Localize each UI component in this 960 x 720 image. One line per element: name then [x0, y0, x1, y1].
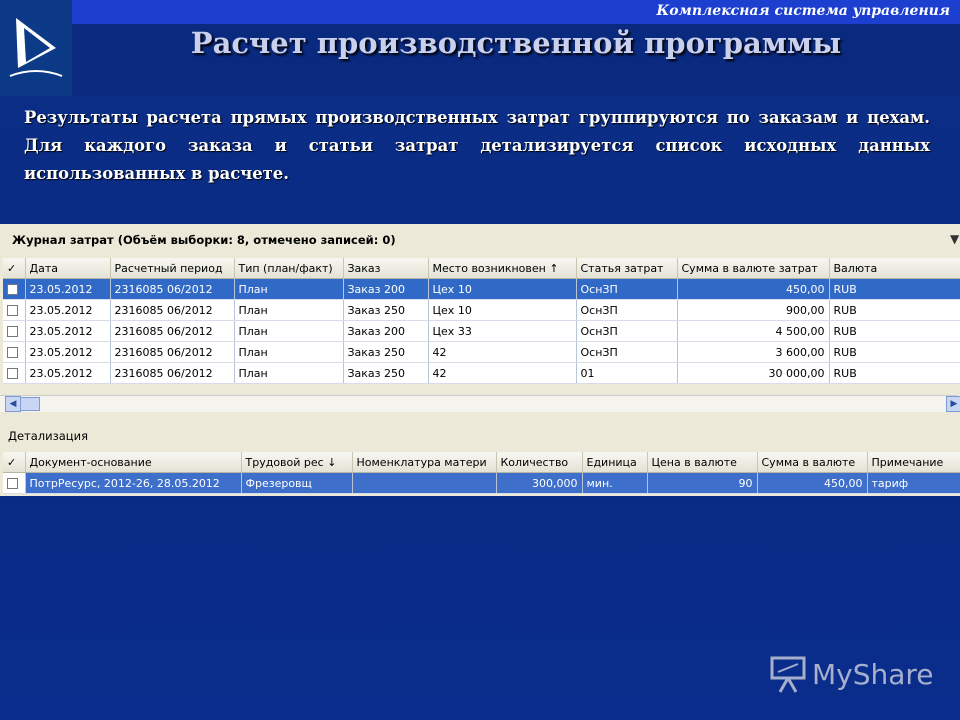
- cell-place[interactable]: 42: [428, 363, 576, 384]
- cell-order[interactable]: Заказ 250: [343, 342, 428, 363]
- journal-header-row: [3, 258, 960, 279]
- journal-grid: [3, 258, 960, 384]
- scroll-thumb[interactable]: [20, 397, 40, 411]
- column-header[interactable]: Цена в валюте: [647, 452, 757, 473]
- column-header[interactable]: Валюта: [829, 258, 960, 279]
- horizontal-scrollbar[interactable]: [0, 395, 957, 412]
- column-header[interactable]: Сумма в валюте: [757, 452, 867, 473]
- cell-resource[interactable]: Фрезеровщ: [241, 473, 352, 494]
- column-header[interactable]: Сумма в валюте затрат: [677, 258, 829, 279]
- detail-grid: [3, 452, 960, 494]
- cell-price[interactable]: 90: [647, 473, 757, 494]
- cell-currency[interactable]: RUB: [829, 342, 960, 363]
- cell-period[interactable]: 2316085 06/2012: [110, 363, 234, 384]
- cell-order[interactable]: Заказ 250: [343, 363, 428, 384]
- cell-currency[interactable]: RUB: [829, 321, 960, 342]
- cell-amount[interactable]: 30 000,00: [677, 363, 829, 384]
- cell-place[interactable]: Цех 10: [428, 279, 576, 300]
- row-checkbox-cell[interactable]: [3, 342, 25, 363]
- scroll-left-icon[interactable]: ◀: [5, 396, 21, 412]
- watermark-text: MyShare: [812, 658, 934, 691]
- cell-order[interactable]: Заказ 250: [343, 300, 428, 321]
- column-header[interactable]: Номенклатура матери: [352, 452, 496, 473]
- cell-currency[interactable]: RUB: [829, 363, 960, 384]
- description-text: Результаты расчета прямых производственных затрат группируются по заказам и цехам. Для каждого заказа и статьи затрат детализируется список исходных данных использованных в расчете.: [24, 108, 930, 183]
- cell-order[interactable]: Заказ 200: [343, 321, 428, 342]
- detail-title: Детализация: [8, 429, 89, 443]
- column-header[interactable]: Статья затрат: [576, 258, 677, 279]
- cell-period[interactable]: 2316085 06/2012: [110, 300, 234, 321]
- sail-logo-icon: [6, 6, 66, 86]
- table-row[interactable]: [3, 300, 960, 321]
- select-all-header[interactable]: ✓: [3, 258, 25, 279]
- cell-period[interactable]: 2316085 06/2012: [110, 342, 234, 363]
- journal-title: Журнал затрат (Объём выборки: 8, отмечено записей: 0): [12, 233, 396, 247]
- cell-date[interactable]: 23.05.2012: [25, 342, 110, 363]
- cell-type[interactable]: План: [234, 300, 343, 321]
- table-row[interactable]: [3, 363, 960, 384]
- detail-header-row: [3, 452, 960, 473]
- column-header-label: Трудовой рес: [245, 455, 324, 469]
- watermark: [768, 654, 948, 698]
- column-header[interactable]: Документ-основание: [25, 452, 241, 473]
- cell-item[interactable]: ОснЗП: [576, 300, 677, 321]
- row-checkbox[interactable]: [7, 284, 18, 295]
- cell-unit[interactable]: мин.: [582, 473, 647, 494]
- column-header[interactable]: Дата: [25, 258, 110, 279]
- cell-date[interactable]: 23.05.2012: [25, 321, 110, 342]
- column-header[interactable]: Единица: [582, 452, 647, 473]
- presentation-icon: [768, 654, 808, 694]
- column-header[interactable]: Заказ: [343, 258, 428, 279]
- row-checkbox[interactable]: [7, 305, 18, 316]
- cell-type[interactable]: План: [234, 321, 343, 342]
- select-all-header[interactable]: ✓: [3, 452, 25, 473]
- cell-item[interactable]: ОснЗП: [576, 342, 677, 363]
- cell-item[interactable]: 01: [576, 363, 677, 384]
- table-row[interactable]: [3, 321, 960, 342]
- cell-currency[interactable]: RUB: [829, 279, 960, 300]
- cell-currency[interactable]: RUB: [829, 300, 960, 321]
- cell-amount[interactable]: 450,00: [677, 279, 829, 300]
- cell-nomenclature[interactable]: [352, 473, 496, 494]
- cell-order[interactable]: Заказ 200: [343, 279, 428, 300]
- cell-date[interactable]: 23.05.2012: [25, 300, 110, 321]
- column-header-sorted[interactable]: [241, 452, 352, 473]
- column-header[interactable]: Тип (план/факт): [234, 258, 343, 279]
- cell-amount[interactable]: 4 500,00: [677, 321, 829, 342]
- row-checkbox[interactable]: [7, 326, 18, 337]
- table-row[interactable]: [3, 342, 960, 363]
- row-checkbox[interactable]: [7, 478, 18, 489]
- row-checkbox-cell[interactable]: [3, 473, 25, 494]
- row-checkbox[interactable]: [7, 368, 18, 379]
- table-row[interactable]: [3, 473, 960, 494]
- app-panel: [0, 224, 960, 496]
- cell-type[interactable]: План: [234, 279, 343, 300]
- row-checkbox-cell[interactable]: [3, 321, 25, 342]
- sort-arrow-icon: ↑: [549, 261, 559, 275]
- row-checkbox-cell[interactable]: [3, 363, 25, 384]
- cell-doc[interactable]: ПотрРесурс, 2012-26, 28.05.2012: [25, 473, 241, 494]
- cell-place[interactable]: Цех 10: [428, 300, 576, 321]
- row-checkbox-cell[interactable]: [3, 300, 25, 321]
- logo: [0, 0, 72, 96]
- cell-period[interactable]: 2316085 06/2012: [110, 279, 234, 300]
- column-header[interactable]: Количество: [496, 452, 582, 473]
- cell-date[interactable]: 23.05.2012: [25, 279, 110, 300]
- cell-sum[interactable]: 450,00: [757, 473, 867, 494]
- cell-period[interactable]: 2316085 06/2012: [110, 321, 234, 342]
- cell-type[interactable]: План: [234, 342, 343, 363]
- table-row[interactable]: [3, 279, 960, 300]
- column-header[interactable]: Расчетный период: [110, 258, 234, 279]
- row-checkbox[interactable]: [7, 347, 18, 358]
- column-header-label: Место возникновен: [432, 261, 546, 275]
- cell-note[interactable]: тариф: [867, 473, 960, 494]
- cell-amount[interactable]: 3 600,00: [677, 342, 829, 363]
- cell-type[interactable]: План: [234, 363, 343, 384]
- row-checkbox-cell[interactable]: [3, 279, 25, 300]
- filter-icon[interactable]: ▼: [950, 232, 960, 246]
- column-header-sorted[interactable]: [428, 258, 576, 279]
- cell-date[interactable]: 23.05.2012: [25, 363, 110, 384]
- cell-place[interactable]: 42: [428, 342, 576, 363]
- sort-arrow-icon: ↓: [327, 455, 337, 469]
- cell-item[interactable]: ОснЗП: [576, 321, 677, 342]
- scroll-right-icon[interactable]: ▶: [946, 396, 960, 412]
- column-header[interactable]: Примечание: [867, 452, 960, 473]
- page-title: Расчет производственной программы: [190, 26, 842, 60]
- top-bar: [72, 0, 960, 24]
- system-name: Комплексная система управления: [656, 3, 950, 19]
- cell-place[interactable]: Цех 33: [428, 321, 576, 342]
- cell-qty[interactable]: 300,000: [496, 473, 582, 494]
- cell-item[interactable]: ОснЗП: [576, 279, 677, 300]
- cell-amount[interactable]: 900,00: [677, 300, 829, 321]
